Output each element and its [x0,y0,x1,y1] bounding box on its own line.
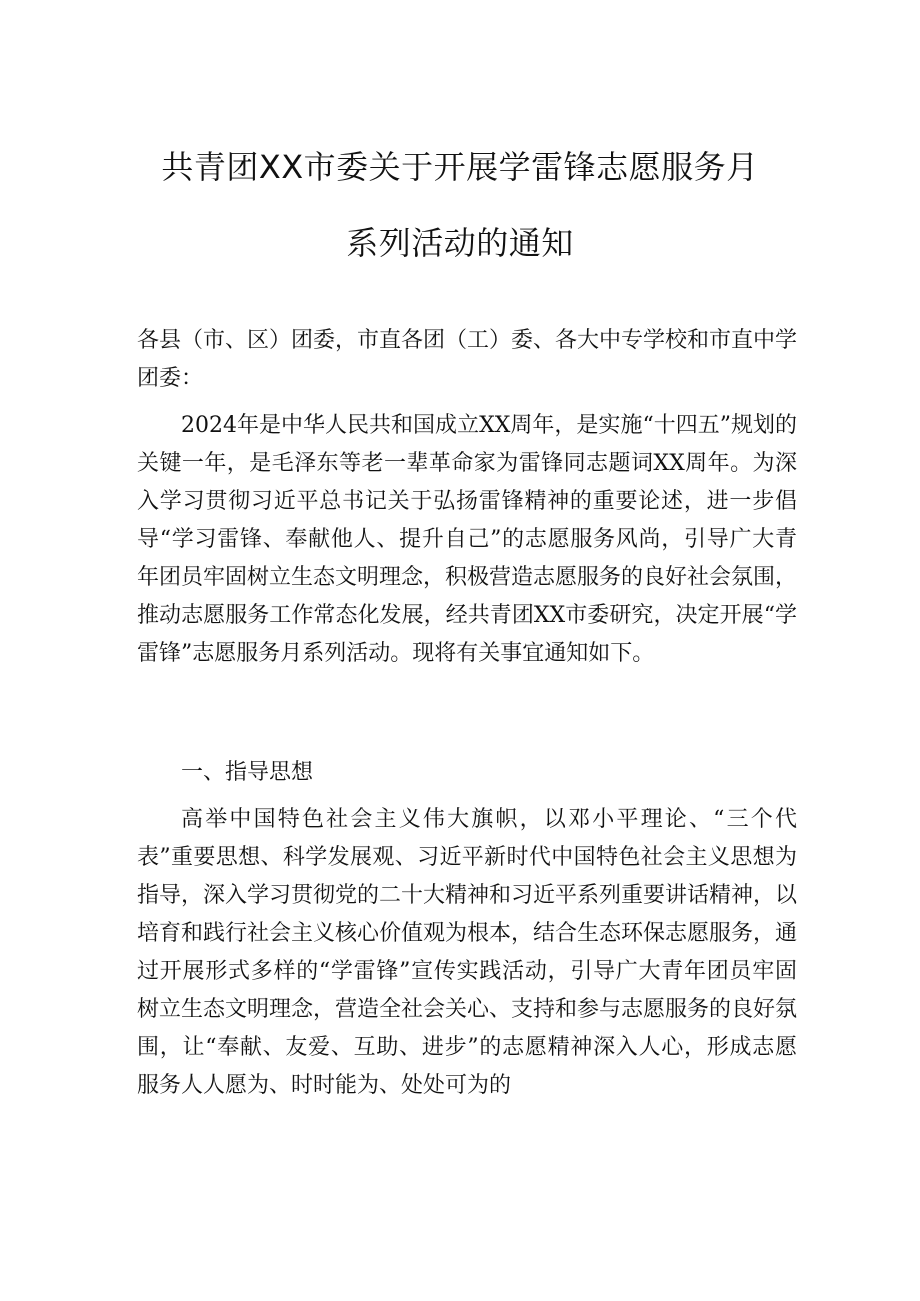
salutation: 各县（市、区）团委，市直各团（工）委、各大中专学校和市直中学团委： [137,328,798,391]
section-heading-guiding-ideology: 一、指导思想 [181,760,314,785]
document-title-line-1: 共青团XX市委关于开展学雷锋志愿服务月 [161,148,759,186]
paragraph-guiding-ideology: 高举中国特色社会主义伟大旗帜，以邓小平理论、“三个代表”重要思想、科学发展观、习近平新时代中国特色社会主义思想为指导，深入学习贯彻党的二十大精神和习近平系列重要讲话精神，以培育和践行社会主义核心价值观为根本，结合生态环保志愿服务，通过开展形式多样的“学雷锋”宣传实践活动，引导广大青年团员牢固树立生态文明理念，营造全社会关心、支持和参与志愿服务的良好氛围，让“奉献、友爱、互助、进步”的志愿精神深入人心，形成志愿服务人人愿为、时时能为、处处可为的 [137,807,798,1098]
document-title-line-2: 系列活动的通知 [346,224,574,262]
paragraph-intro: 2024年是中华人民共和国成立XX周年，是实施“十四五”规划的关键一年，是毛泽东等老一辈革命家为雷锋同志题词XX周年。为深入学习贯彻习近平总书记关于弘扬雷锋精神的重要论述，进一步倡导“学习雷锋、奉献他人、提升自己”的志愿服务风尚，引导广大青年团员牢固树立生态文明理念，积极营造志愿服务的良好社会氛围，推动志愿服务工作常态化发展，经共青团XX市委研究，决定开展“学雷锋”志愿服务月系列活动。现将有关事宜通知如下。 [137,413,798,666]
